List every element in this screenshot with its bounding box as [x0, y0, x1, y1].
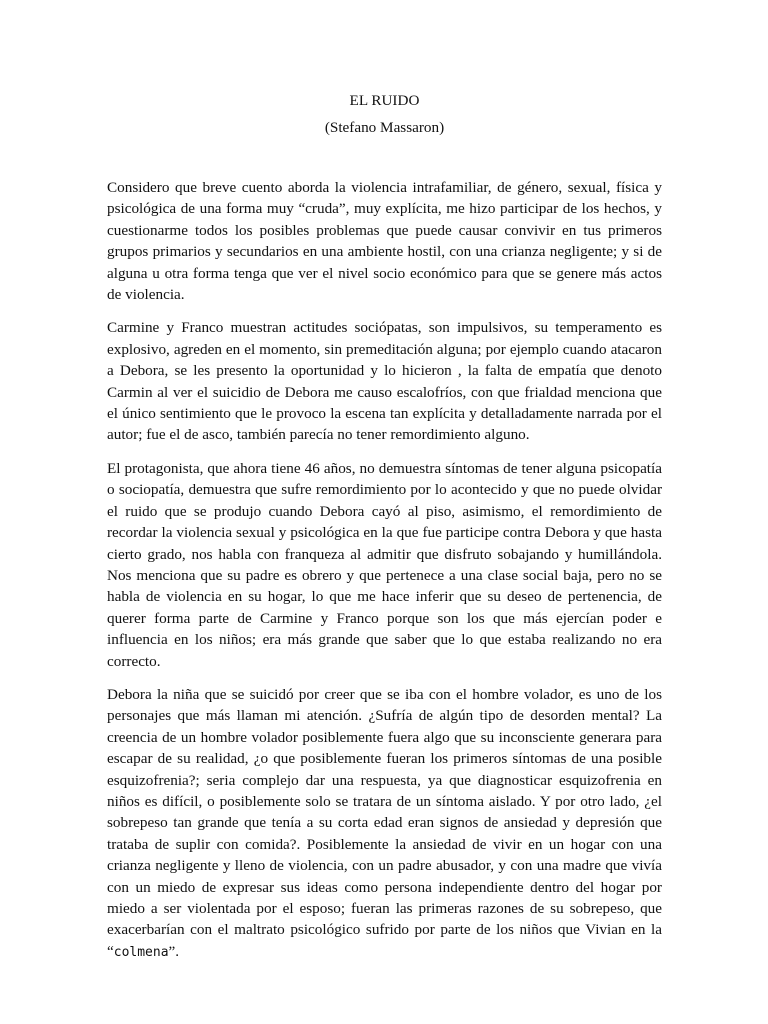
document-body — [107, 177, 662, 963]
paragraph-4 — [107, 684, 662, 963]
paragraph-4-text: Debora la niña que se suicidó por creer que se iba con el hombre volador, es uno de los personajes que más llaman mi atención. ¿Sufría de algún tipo de desorden mental? La creencia de un hombre volador posiblemente fuera algo que su inconsciente generara para escapar de su realidad, ¿o que posiblemente fueran los primeros síntomas de una posible esquizofrenia?; seria complejo dar una respuesta, ya que diagnosticar esquizofrenia en niños es difícil, o posiblemente solo se tratara de un síntoma aislado. Y por otro lado, ¿el sobrepeso tan grande que tenía a su corta edad eran signos de ansiedad y depresión que trataba de suplir con comida?. Posiblemente la ansiedad de vivir en un hogar con una crianza negligente y lleno de violencia, con un padre abusador, y con una madre que vivía con un miedo de expresar sus ideas como persona independiente dentro del hogar por miedo a ser violentada por el esposo; fueran las primeras razones de su sobrepeso, que exacerbarían con el maltrato psicológico sufrido por parte de los niños que Vivian en la “ — [107, 685, 662, 960]
paragraph-3: El protagonista, que ahora tiene 46 años, no demuestra síntomas de tener alguna psicopatía o sociopatía, demuestra que sufre remordimiento por lo acontecido y que no puede olvidar el ruido que se produjo cuando Debora cayó al piso, asimismo, el remordimiento de recordar la violencia sexual y psicológica en la que fue participe contra Debora y que hasta cierto grado, nos habla con franqueza al admitir que disfruto sobajando y humillándola. Nos menciona que su padre es obrero y que pertenece a una clase social baja, pero no se habla de violencia en su hogar, lo que me hace inferir que su deseo de pertenencia, de querer forma parte de Carmine y Franco porque son los que más ejercían poder e influencia en los niños; era más grande que saber que lo que estaba realizando no era correcto. — [107, 459, 662, 670]
paragraph-4-end: ”. — [168, 942, 180, 960]
document-author: (Stefano Massaron) — [324, 119, 445, 136]
paragraph-4-keyword: colmena — [113, 944, 169, 960]
paragraph-2: Carmine y Franco muestran actitudes sociópatas, son impulsivos, su temperamento es explosivo, agreden en el momento, sin premeditación alguna; por ejemplo cuando atacaron a Debora, se les presento la oportunidad y lo hicieron , la falta de empatía que denoto Carmin al ver el suicidio de Debora me causo escalofríos, con que frialdad menciona que el único sentimiento que le provoco la escena tan explícita y detalladamente narrada por el autor; fue el de asco, también parecía no tener remordimiento alguno. — [107, 319, 662, 444]
paragraph-1: Considero que breve cuento aborda la violencia intrafamiliar, de género, sexual, física y psicológica de una forma muy “cruda”, muy explícita, me hizo participar de los hechos, y cuestionarme todos los posibles problemas que puede causar convivir en tus primeros grupos primarios y secundarios en una ambiente hostil, con una crianza negligente; y si de alguna u otra forma tenga que ver el nivel socio económico para que se genere más actos de violencia. — [107, 179, 662, 304]
document-title: EL RUIDO — [349, 92, 420, 109]
